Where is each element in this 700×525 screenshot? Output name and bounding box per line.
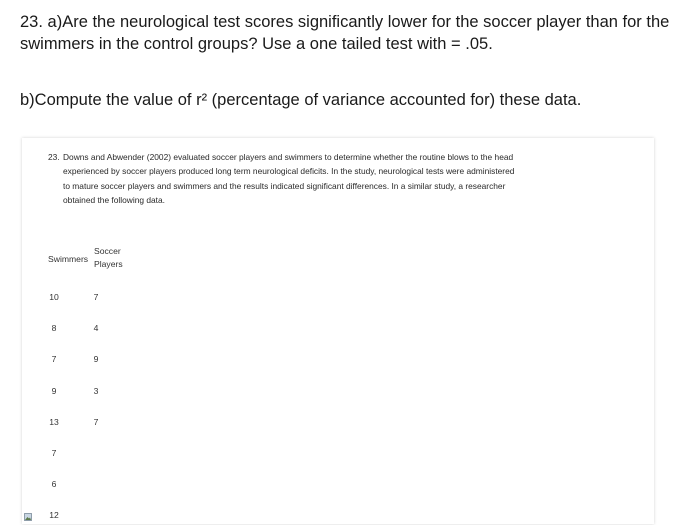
question-part-b: b)Compute the value of r² (percentage of variance accounted for) these data. <box>20 91 582 109</box>
question-part-a: 23. a)Are the neurological test scores significantly lower for the soccer player than for the swimmers in the control groups? Use a one tailed test with = .05. <box>20 13 670 53</box>
swimmers-value: 7 <box>51 354 57 365</box>
swimmers-value: 9 <box>51 385 57 396</box>
swimmers-value: 10 <box>49 292 59 302</box>
soccer-value: 4 <box>93 323 99 334</box>
soccer-value: 7 <box>93 416 99 427</box>
problem-image-panel <box>22 138 654 524</box>
image-icon <box>24 513 32 521</box>
header-soccer-line2: Players <box>94 259 123 269</box>
swimmers-value: 12 <box>49 510 59 521</box>
header-soccer-players <box>94 245 134 271</box>
header-swimmers: Swimmers <box>48 254 89 264</box>
swimmers-value: 7 <box>51 448 57 458</box>
soccer-value: 7 <box>93 292 99 302</box>
soccer-value: 3 <box>93 385 99 396</box>
swimmers-value: 13 <box>49 416 59 427</box>
soccer-value: 9 <box>93 354 99 365</box>
problem-text: Downs and Abwender (2002) evaluated soccer players and swimmers to determine whether the routine blows to the head experienced by soccer players produced long term neurological deficits. In the study, neurological tests were administered to mature soccer players and swimmers and the results indicated significant differences. In a similar study, a researcher obtained the following data. <box>63 152 515 206</box>
problem-statement <box>48 150 518 208</box>
swimmers-value: 6 <box>51 479 57 490</box>
header-soccer-line1: Soccer <box>94 246 121 256</box>
problem-number: 23. <box>48 152 60 162</box>
swimmers-value: 8 <box>51 323 57 334</box>
